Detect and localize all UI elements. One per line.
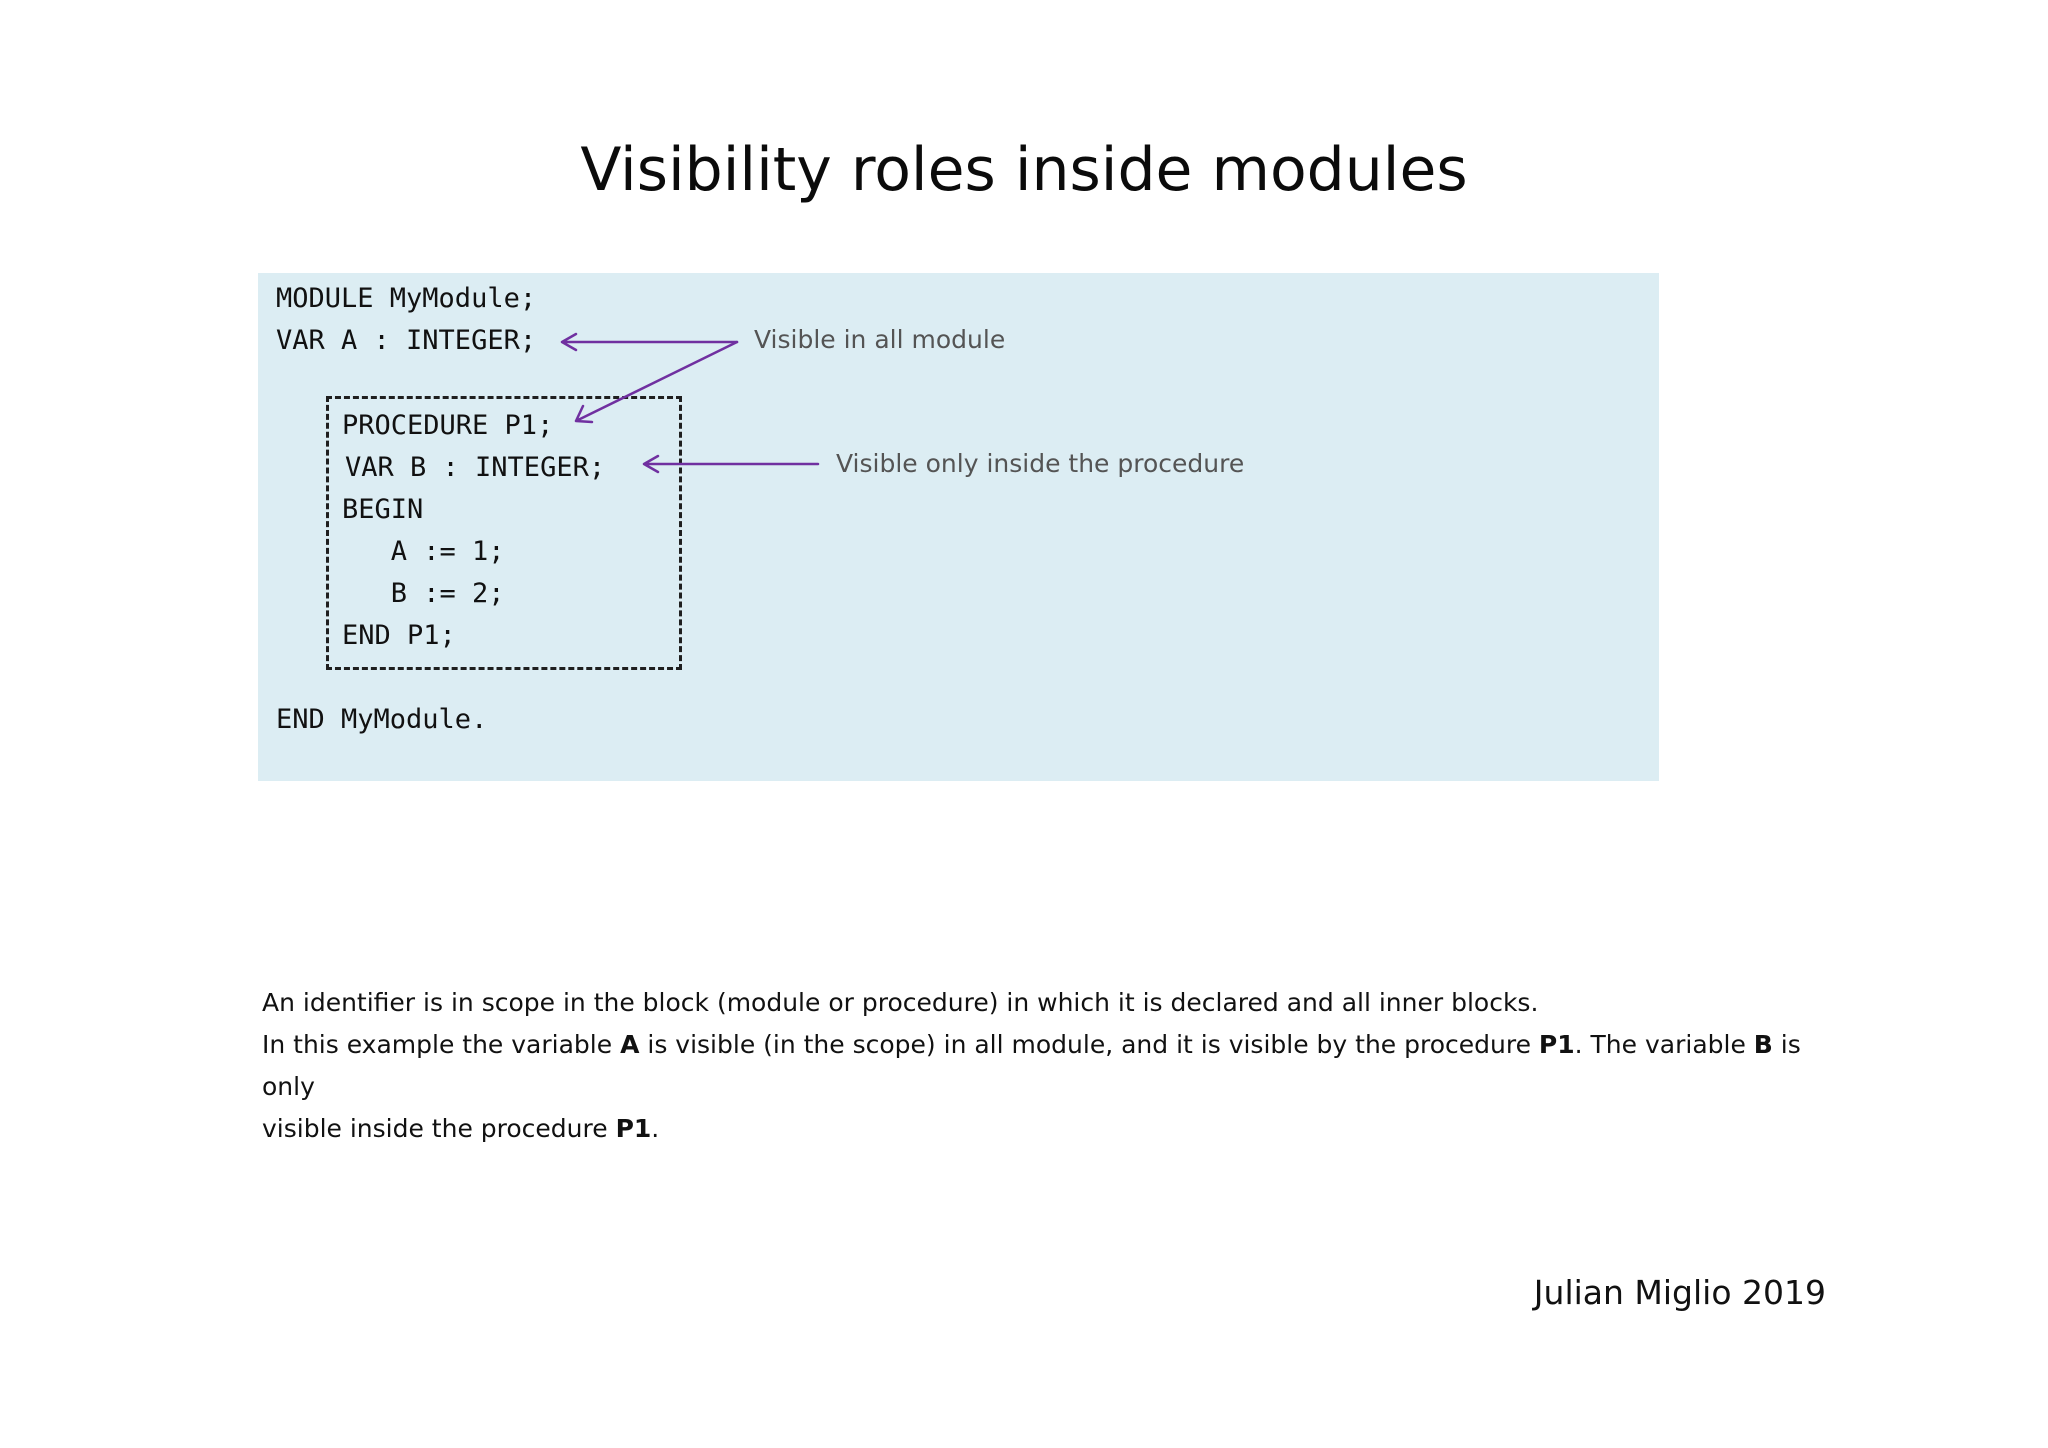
variable-a-bold: A bbox=[620, 1030, 640, 1059]
explanation-text-segment: is only bbox=[262, 1030, 1801, 1101]
explanation-text-segment: visible inside the procedure bbox=[262, 1114, 616, 1143]
code-assign-b: B := 2; bbox=[342, 578, 505, 609]
procedure-p1-bold: P1 bbox=[1538, 1030, 1575, 1059]
code-module-end: END MyModule. bbox=[276, 704, 488, 735]
author-credit: Julian Miglio 2019 bbox=[1533, 1273, 1826, 1312]
explanation-text-segment: is visible (in the scope) in all module, and it is visible by the procedure bbox=[639, 1030, 1539, 1059]
code-procedure-header: PROCEDURE P1; bbox=[342, 410, 554, 441]
code-var-b: VAR B : INTEGER; bbox=[345, 452, 606, 483]
code-var-a: VAR A : INTEGER; bbox=[276, 325, 537, 356]
code-module-header: MODULE MyModule; bbox=[276, 283, 537, 314]
explanation-text-segment: . bbox=[651, 1114, 660, 1143]
code-procedure-end: END P1; bbox=[342, 620, 456, 651]
variable-b-bold: B bbox=[1753, 1030, 1773, 1059]
explanation-text bbox=[262, 982, 1822, 1150]
annotation-var-b: Visible only inside the procedure bbox=[836, 449, 1245, 478]
explanation-text-segment: In this example the variable bbox=[262, 1030, 621, 1059]
annotation-var-a: Visible in all module bbox=[754, 325, 1006, 354]
explanation-text-segment: . The variable bbox=[1574, 1030, 1754, 1059]
code-assign-a: A := 1; bbox=[342, 536, 505, 567]
page-title: Visibility roles inside modules bbox=[580, 135, 1468, 205]
explanation-line-1: An identifier is in scope in the block (module or procedure) in which it is declared and all inner blocks. bbox=[262, 988, 1539, 1017]
explanation-line-3 bbox=[262, 1108, 1822, 1150]
explanation-line-2 bbox=[262, 1024, 1822, 1108]
code-begin: BEGIN bbox=[342, 494, 424, 525]
procedure-p1-bold: P1 bbox=[615, 1114, 652, 1143]
